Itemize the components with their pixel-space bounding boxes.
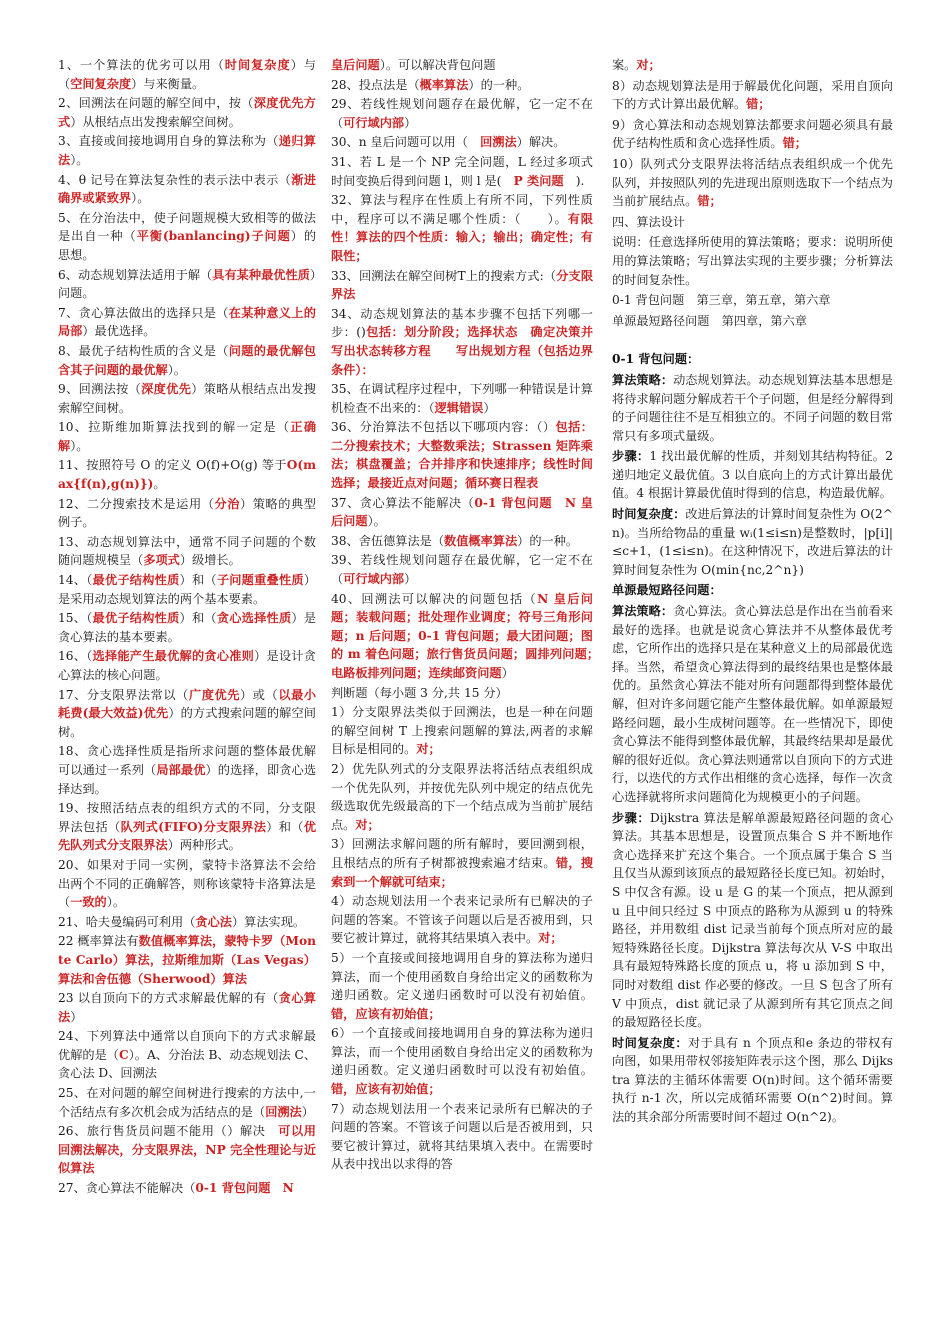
body-text: 22 概率算法有	[58, 934, 139, 949]
body-text: 28、投点法是（	[331, 77, 420, 92]
paragraph	[612, 77, 893, 114]
answer-highlight: 贪心算法	[58, 991, 316, 1024]
paragraph	[612, 116, 893, 153]
answer-highlight: 局部最优	[156, 762, 206, 777]
body-text: ）解决。	[516, 135, 566, 150]
paragraph	[331, 56, 593, 75]
paragraph	[58, 799, 316, 855]
answer-highlight: 子问题重叠性质	[216, 573, 304, 588]
body-text: ）级增长。	[179, 553, 241, 568]
paragraph	[612, 350, 893, 369]
answer-highlight: 数值概率算法	[444, 533, 518, 548]
answer-highlight: 对；	[416, 742, 441, 757]
paragraph	[331, 892, 593, 948]
answer-highlight: N 皇后问题；装载问题；批处理作业调度；符号三角形问题；n 后问题；0-1 背包问题；最大团问题；图的 m 着色问题；旅行售货员问题；圆排列问题； 电路板排列问题；连续邮资问题	[331, 591, 606, 680]
answer-highlight: 包括：二分搜索技术；大整数乘法；Strassen 矩阵乘法；棋盘覆盖；合并排序和快速排序；线性时间选择；最接近点对问题；循环赛日程表	[331, 420, 593, 491]
body-text: ）是设计贪心算法的核心问题。	[58, 649, 316, 682]
paragraph	[612, 809, 893, 1032]
spacer	[612, 332, 893, 350]
body-text: 25、在对问题的解空间树进行搜索的方法中,一个活结点有多次机会成为活结点的是（	[58, 1086, 316, 1119]
paragraph	[612, 213, 893, 232]
paragraph	[612, 233, 893, 289]
body-text: 27、贪心算法不能解决（	[58, 1181, 196, 1196]
paragraph	[331, 1100, 593, 1174]
answer-highlight: C	[118, 1047, 129, 1062]
paragraph	[58, 913, 316, 932]
body-text: 9、回溯法按（	[58, 382, 142, 397]
paragraph	[331, 153, 593, 190]
paragraph	[612, 581, 893, 600]
answer-highlight: 概率算法	[419, 77, 469, 92]
body-text: 29、若线性规划问题存在最优解，它一定不在（	[331, 97, 593, 130]
body-text: ）	[301, 1104, 314, 1119]
answer-highlight: 渐进确界或紧致界	[58, 172, 316, 206]
section-label: 单源最短路径问题：	[612, 583, 722, 598]
body-text: 33、回溯法在解空间树T上的搜索方式:（	[331, 268, 557, 283]
body-text: 37、贪心算法不能解决（	[331, 495, 475, 510]
paragraph	[58, 856, 316, 912]
body-text: 20、如果对于同一实例，蒙特卡洛算法不会给出两个不同的正确解答，则称该蒙特卡洛算法是（	[58, 857, 316, 910]
answer-highlight: 分支限界法	[331, 268, 594, 302]
answer-highlight: 广度优先	[188, 687, 241, 702]
body-text: 12、二分搜索技术是运用（	[58, 496, 215, 511]
body-text: 8）动态规划算法是用于解最优化问题，采用自顶向下的方式计算出最优解。	[612, 78, 893, 112]
answer-highlight: 错，应该有初始值；	[331, 1082, 441, 1097]
body-text: ）的一种。	[517, 533, 579, 548]
body-text: 38、舍伍德算法是（	[331, 533, 445, 548]
answer-highlight: 正确解	[58, 420, 317, 453]
paragraph	[58, 742, 316, 798]
body-text: 7）动态规划法用一个表来记录所有已解决的子问题的答案。不管该子问题以后是否被用到，只要它被计算过，就将其结果填入表中。在需要时从表中找出以求得的答	[331, 1101, 593, 1172]
paragraph	[58, 94, 316, 131]
body-text: 15、（	[58, 611, 93, 626]
body-text: ）。	[106, 895, 126, 910]
body-text: 34、动态规划算法的基本步骤不包括下列哪一步：()	[331, 306, 593, 340]
body-text: ）从根结点出发搜索解空间树。	[70, 114, 241, 129]
body-text: 改进后算法的计算时间复杂性为 O(2^n)。当所给物品的重量 wᵢ(1≤i≤n)是整数时，|p[i]|≤c+1，(1≤i≤n)。在这种情况下，改进后算法的计算时间复杂性为 O(min{nc,2^n})	[612, 507, 893, 577]
body-text: 单源最短路径问题 第四章，第六章	[612, 313, 807, 328]
paragraph	[612, 505, 893, 579]
answer-highlight: 问题的最优解包含其子问题的最优解	[58, 343, 316, 377]
body-text: 23 以自顶向下的方式求解最优解的有（	[58, 991, 279, 1006]
body-text: 16、（	[58, 649, 93, 664]
paragraph	[331, 949, 593, 1023]
paragraph	[331, 703, 593, 759]
body-text: 5、在分治法中，使子问题规模大致相等的做法是出自一种（	[58, 210, 316, 244]
body-text: ）是采用动态规划算法的两个基本要素。	[58, 573, 317, 606]
body-text: 3）回溯法求解问题的所有解时，要回溯到根，且根结点的所有子树都被搜索遍才结束。	[331, 837, 593, 870]
answer-highlight: 具有某种最优性质	[212, 267, 310, 282]
answer-highlight: 可以用回溯法解决，分支限界法，NP 完全性理论与近似算法	[58, 1124, 316, 1176]
answer-highlight: 错，搜索到一个解就可结束；	[331, 855, 594, 889]
answer-highlight: 0-1 背包问题 N	[195, 1181, 294, 1196]
body-text: 3、直接或间接地调用自身的算法称为（	[58, 134, 279, 149]
body-text: ）与来衡量。	[131, 76, 205, 91]
paragraph	[58, 132, 316, 169]
paragraph	[58, 171, 316, 208]
answer-highlight: 错；	[746, 97, 771, 112]
paragraph	[331, 551, 593, 588]
paragraph	[58, 418, 316, 455]
body-text: ）	[404, 572, 417, 587]
answer-highlight: 空间复杂度	[70, 76, 132, 91]
body-text: 14、（	[58, 573, 93, 588]
answer-highlight: 回溯法	[480, 135, 517, 150]
body-text: ）策略从根结点出发搜索解空间树。	[58, 382, 316, 415]
answer-highlight: 在某种意义上的局部	[58, 305, 316, 339]
answer-highlight: 深度优先方式	[58, 96, 316, 129]
body-text: 26、旅行售货员问题不能用（）解决	[58, 1124, 279, 1139]
body-text: 案。	[612, 58, 637, 72]
body-text: 说明：任意选择所使用的算法策略；要求：说明所使用的算法策略；写出算法实现的主要步骤；分析算法的时间复杂性。	[612, 235, 893, 287]
paragraph	[58, 380, 316, 417]
answer-highlight: 错，应该有初始值；	[331, 1006, 441, 1021]
paragraph	[331, 191, 593, 265]
answer-highlight: 平衡(banlancing)子问题	[136, 229, 291, 244]
paragraph	[58, 989, 316, 1026]
section-label: 0-1 背包问题：	[612, 352, 700, 367]
body-text: ）和（	[179, 611, 217, 626]
body-text: 2、回溯法在问题的解空间中，按（	[58, 96, 254, 111]
answer-highlight: 逻辑错误	[434, 400, 484, 415]
body-text: 判断题（每小题 3 分,共 15 分）	[331, 685, 508, 700]
body-text: 4、θ 记号在算法复杂性的表示法中表示（	[58, 172, 292, 187]
body-text: ）和（	[179, 573, 217, 588]
paragraph	[612, 312, 893, 331]
answer-highlight: 最优子结构性质	[92, 611, 180, 626]
section-label: 算法策略：	[612, 604, 674, 619]
body-text: ）。	[70, 438, 89, 453]
answer-highlight: 以最小耗费(最大效益)优先	[58, 687, 317, 721]
body-text: 6、动态规划算法适用于解（	[58, 267, 213, 282]
body-text: 10）队列式分支限界法将活结点表组织成一个优先队列，并按照队列的先进现出原则选取下一个结点为当前扩展结点。	[612, 156, 893, 209]
body-text: 2）优先队列式的分支限界法将活结点表组织成一个优先队列，并按优先队列中规定的结点优先级选取优先级最高的下一个结点成为当前扩展结点。	[331, 761, 593, 832]
body-text: ）问题。	[58, 267, 316, 301]
paragraph	[331, 760, 593, 834]
body-text: ）是贪心算法的基本要素。	[58, 611, 317, 644]
paragraph	[331, 532, 593, 551]
body-text: ）。	[167, 362, 186, 377]
body-text: ）与（	[58, 58, 316, 91]
body-text: ）。	[367, 514, 386, 529]
body-text: ）	[501, 666, 514, 680]
answer-highlight: 递归算法	[58, 134, 316, 167]
column-middle	[331, 56, 606, 1175]
section-label: 步骤：	[612, 810, 651, 825]
body-text: 7、贪心算法做出的选择只是（	[58, 305, 229, 320]
body-text: 动态规划算法。动态规划算法基本思想是将待求解问题分解成若干个子问题，但是经分解得到的子问题往往不是互相独立的。不同子问题的数目常常只有多项式量级。	[612, 372, 893, 443]
answer-highlight: P 类问题	[513, 173, 564, 188]
paragraph	[612, 155, 893, 211]
body-text: 10、拉斯维加斯算法找到的解一定是（	[58, 420, 291, 435]
answer-highlight: 可行域内部	[343, 115, 405, 130]
body-text: 5）一个直接或间接地调用自身的算法称为递归算法，而一个使用函数自身给出定义的函数称为递归函数。定义递归函数时可以没有初始值。	[331, 950, 593, 1003]
paragraph	[58, 1122, 316, 1178]
section-label: 算法策略：	[612, 372, 674, 387]
answer-highlight: 队列式(FIFO)分支限界法	[120, 819, 267, 834]
body-text: 1 找出最优解的性质，并刻划其结构特征。2 递归地定义最优值。3 以自底向上的方式计算出最优值。4 根据计算最优值时得到的信息，构造最优解。	[612, 449, 893, 501]
body-text: ）。可以解决背包问题	[379, 58, 496, 72]
paragraph	[331, 76, 593, 95]
paragraph	[58, 686, 316, 742]
body-text: 40、回溯法可以解决的问题包括（	[331, 591, 538, 606]
paragraph	[331, 1024, 593, 1098]
paragraph	[58, 533, 316, 570]
body-text: 。	[153, 477, 166, 492]
section-label: 时间复杂度：	[612, 507, 686, 522]
body-text: 4）动态规划法用一个表来记录所有已解决的子问题的答案。不管该子问题以后是否被用到，只要它被计算过，就将其结果填入表中。	[331, 894, 593, 946]
answer-highlight: 一致的	[70, 895, 107, 910]
answer-highlight: 错；	[782, 136, 807, 151]
body-text: 0-1 背包问题 第三章，第五章，第六章	[612, 293, 831, 308]
paragraph	[612, 291, 893, 310]
body-text: 35、在调试程序过程中，下列哪一种错误是计算机检查不出来的：（	[331, 382, 593, 415]
body-text: 39、若线性规划问题存在最优解，它一定不在（	[331, 553, 593, 587]
paragraph	[331, 133, 593, 152]
body-text: 9）贪心算法和动态规划算法都要求问题必须具有最优子结构性质和贪心选择性质。	[612, 117, 893, 151]
body-text: ）的思想。	[58, 229, 317, 262]
body-text: ).	[563, 173, 585, 188]
answer-highlight: 贪心选择性质	[216, 611, 292, 626]
answer-highlight: 对；	[538, 931, 563, 946]
paragraph	[331, 418, 593, 492]
body-text: 11、按照符号 O 的定义 O(f)+O(g) 等于	[58, 458, 287, 473]
body-text: 13、动态规划算法中，通常不同子问题的个数随问题规模呈（	[58, 534, 316, 568]
body-text: 1）分支限界法类似于回溯法，也是一种在问题的解空间树 T 上搜索问题解的算法,两者的求解目标是相同的。	[331, 705, 593, 757]
paragraph	[58, 304, 316, 341]
answer-highlight: 深度优先	[141, 382, 192, 397]
answer-highlight: 回溯法	[265, 1104, 302, 1119]
paragraph	[331, 835, 593, 891]
body-text: ）两种形式。	[167, 838, 241, 853]
paragraph	[331, 590, 606, 683]
paragraph	[331, 380, 593, 417]
paragraph	[58, 1179, 316, 1198]
body-text: ）的一种。	[468, 77, 530, 92]
body-text: ）的选择，即贪心选择达到。	[58, 762, 317, 796]
body-text: ）或（	[240, 687, 279, 702]
body-text: 31、若 L 是一个 NP 完全问题，L 经过多项式时间变换后得到问题 l，则 l 是(	[331, 154, 593, 188]
column-left	[58, 56, 316, 1199]
body-text: 24、下列算法中通常以自顶向下的方式求解最优解的是（	[58, 1029, 316, 1062]
body-text: 1、一个算法的优劣可以用（	[58, 58, 225, 72]
paragraph	[58, 209, 316, 265]
paragraph	[58, 1027, 316, 1083]
answer-highlight: 最优子结构性质	[92, 573, 180, 588]
paragraph	[58, 1084, 316, 1121]
paragraph	[331, 305, 593, 379]
body-text: 19、按照活结点表的组织方式的不同，分支限界法包括（	[58, 801, 316, 834]
paragraph	[331, 95, 593, 132]
body-text: ）。A、分治法 B、动态规划法 C、贪心法 D、回溯法	[58, 1047, 317, 1081]
body-text: 四、算法设计	[612, 214, 686, 229]
answer-highlight: 选择能产生最优解的贪心准则	[92, 649, 255, 664]
answer-highlight: 错；	[697, 194, 722, 209]
answer-highlight: 有限性！算法的四个性质：输入；输出；确定性；有限性；	[331, 211, 593, 263]
body-text: 6）一个直接或间接地调用自身的算法称为递归算法，而一个使用函数自身给出定义的函数称为递归函数。定义递归函数时可以没有初始值。	[331, 1026, 593, 1078]
body-text: ）策略的典型例子。	[58, 496, 316, 530]
answer-highlight: 0-1 背包问题 N 皇后问题	[331, 495, 593, 529]
paragraph	[612, 602, 893, 807]
paragraph	[331, 267, 593, 304]
paragraph	[58, 495, 316, 532]
answer-highlight: 数值概率算法，蒙特卡罗（Monte Carlo）算法，拉斯维加斯（Las Vegas）算法和舍伍德（Sherwood）算法	[58, 934, 316, 986]
body-text: 对于具有 n 个顶点和e 条边的带权有向图，如果用带权邻接矩阵表示这个图，那么 Dijkstra 算法的主循环体需要 O(n)时间。这个循环需要执行 n-1 次，所以完成循环需要 O(n^2)时间。算法的其余部分所需要时间不超过 O(n^2)。	[612, 1035, 894, 1125]
body-text: ）	[70, 1009, 83, 1024]
body-text: 32、算法与程序在性质上有所不同，下列性质中，程序可以不满足哪个性质：（ ）。	[331, 193, 593, 226]
answer-highlight: 包括：划分阶段；选择状态 确定决策并写出状态转移方程 写出规划方程（包括边界条件）：	[331, 325, 594, 377]
paragraph	[58, 571, 316, 608]
paragraph	[58, 266, 316, 303]
paragraph	[612, 447, 893, 503]
body-text: ）。	[70, 152, 89, 167]
paragraph	[58, 647, 316, 684]
answer-highlight: 优先队列式分支限界法	[58, 819, 317, 853]
paragraph	[58, 456, 316, 493]
answer-highlight: 对；	[636, 58, 661, 72]
answer-highlight: 时间复杂度	[224, 58, 291, 72]
column-right	[612, 56, 893, 1129]
body-text: 17、分支限界法常以（	[58, 687, 189, 702]
answer-highlight: 多项式	[143, 553, 180, 568]
section-label: 步骤：	[612, 449, 650, 464]
answer-highlight: 皇后问题	[331, 58, 380, 72]
answer-highlight: 分治	[214, 496, 240, 511]
paragraph	[58, 609, 316, 646]
body-text: 21、哈夫曼编码可利用（	[58, 914, 196, 929]
body-text: 30、n 皇后问题可以用（	[331, 135, 481, 150]
paragraph	[331, 684, 593, 703]
body-text: 8、最优子结构性质的含义是（	[58, 343, 229, 358]
body-text: Dijkstra 算法是解单源最短路径问题的贪心算法。其基本思想是，设置顶点集合 S 并不断地作贪心选择来扩充这个集合。一个顶点属于集合 S 当且仅当从源到该顶点的最短路径长度已知。初始时，S 中仅含有源。设 u 是 G 的某一个顶点，把从源到 u 且中间只经过 S 中顶点的路称为从源到 u 的特殊路径，并用数组 dist 记录当前每个顶点所对应的最短特殊路径长度。Dijkstra 算法每次从 V-S 中取出具有最短特殊路长度的顶点 u，将 u 添加到 S 中，同时对数组 dist 作必要的修改。一旦 S 包含了所有 V 中顶点，dist 就记录了从源到所有其它顶点之间的最短路径长度。	[612, 810, 894, 1030]
paragraph	[58, 56, 316, 93]
paragraph	[58, 342, 316, 379]
body-text: ）算法实现。	[231, 914, 306, 929]
body-text: ）的方式搜索问题的解空间树。	[58, 706, 316, 739]
body-text: 36、分治算法不包括以下哪项内容：（）	[331, 420, 556, 435]
answer-highlight: 对；	[355, 817, 380, 832]
body-text: ）最优选择。	[82, 324, 156, 339]
answer-highlight: 可行域内部	[343, 572, 405, 587]
body-text: 贪心算法。贪心算法总是作出在当前看来最好的选择。也就是说贪心算法并不从整体最优考虑，它所作出的选择只是在某种意义上的局部最优选择。当然，希望贪心算法得到的最终结果也是整体最优的。虽然贪心算法不能对所有问题都得到整体最优解，但对许多问题它能产生整体最优解。如单源最短路经问题，最小生成树问题等。在一些情况下，即使贪心算法不能得到整体最优解，其最终结果却是最优解的很好近似。贪心算法则通常以自顶向下的方式进行，以迭代的方式作出相继的贪心选择，每作一次贪心选择就将所求问题简化为规模更小的子问题。	[612, 604, 893, 804]
body-text: ）。	[131, 191, 150, 206]
body-text: ）	[404, 115, 417, 130]
body-text: 18、贪心选择性质是指所求问题的整体最优解可以通过一系列（	[58, 744, 316, 777]
paragraph	[58, 932, 316, 988]
paragraph	[612, 371, 893, 445]
answer-highlight: O(max{f(n),g(n)})	[58, 458, 316, 492]
paragraph	[612, 56, 893, 75]
answer-highlight: 贪心法	[195, 914, 232, 929]
body-text: ）和（	[266, 819, 304, 834]
section-label: 时间复杂度：	[612, 1035, 689, 1050]
paragraph	[612, 1034, 893, 1127]
paragraph	[331, 494, 593, 531]
body-text: ）	[483, 400, 496, 415]
